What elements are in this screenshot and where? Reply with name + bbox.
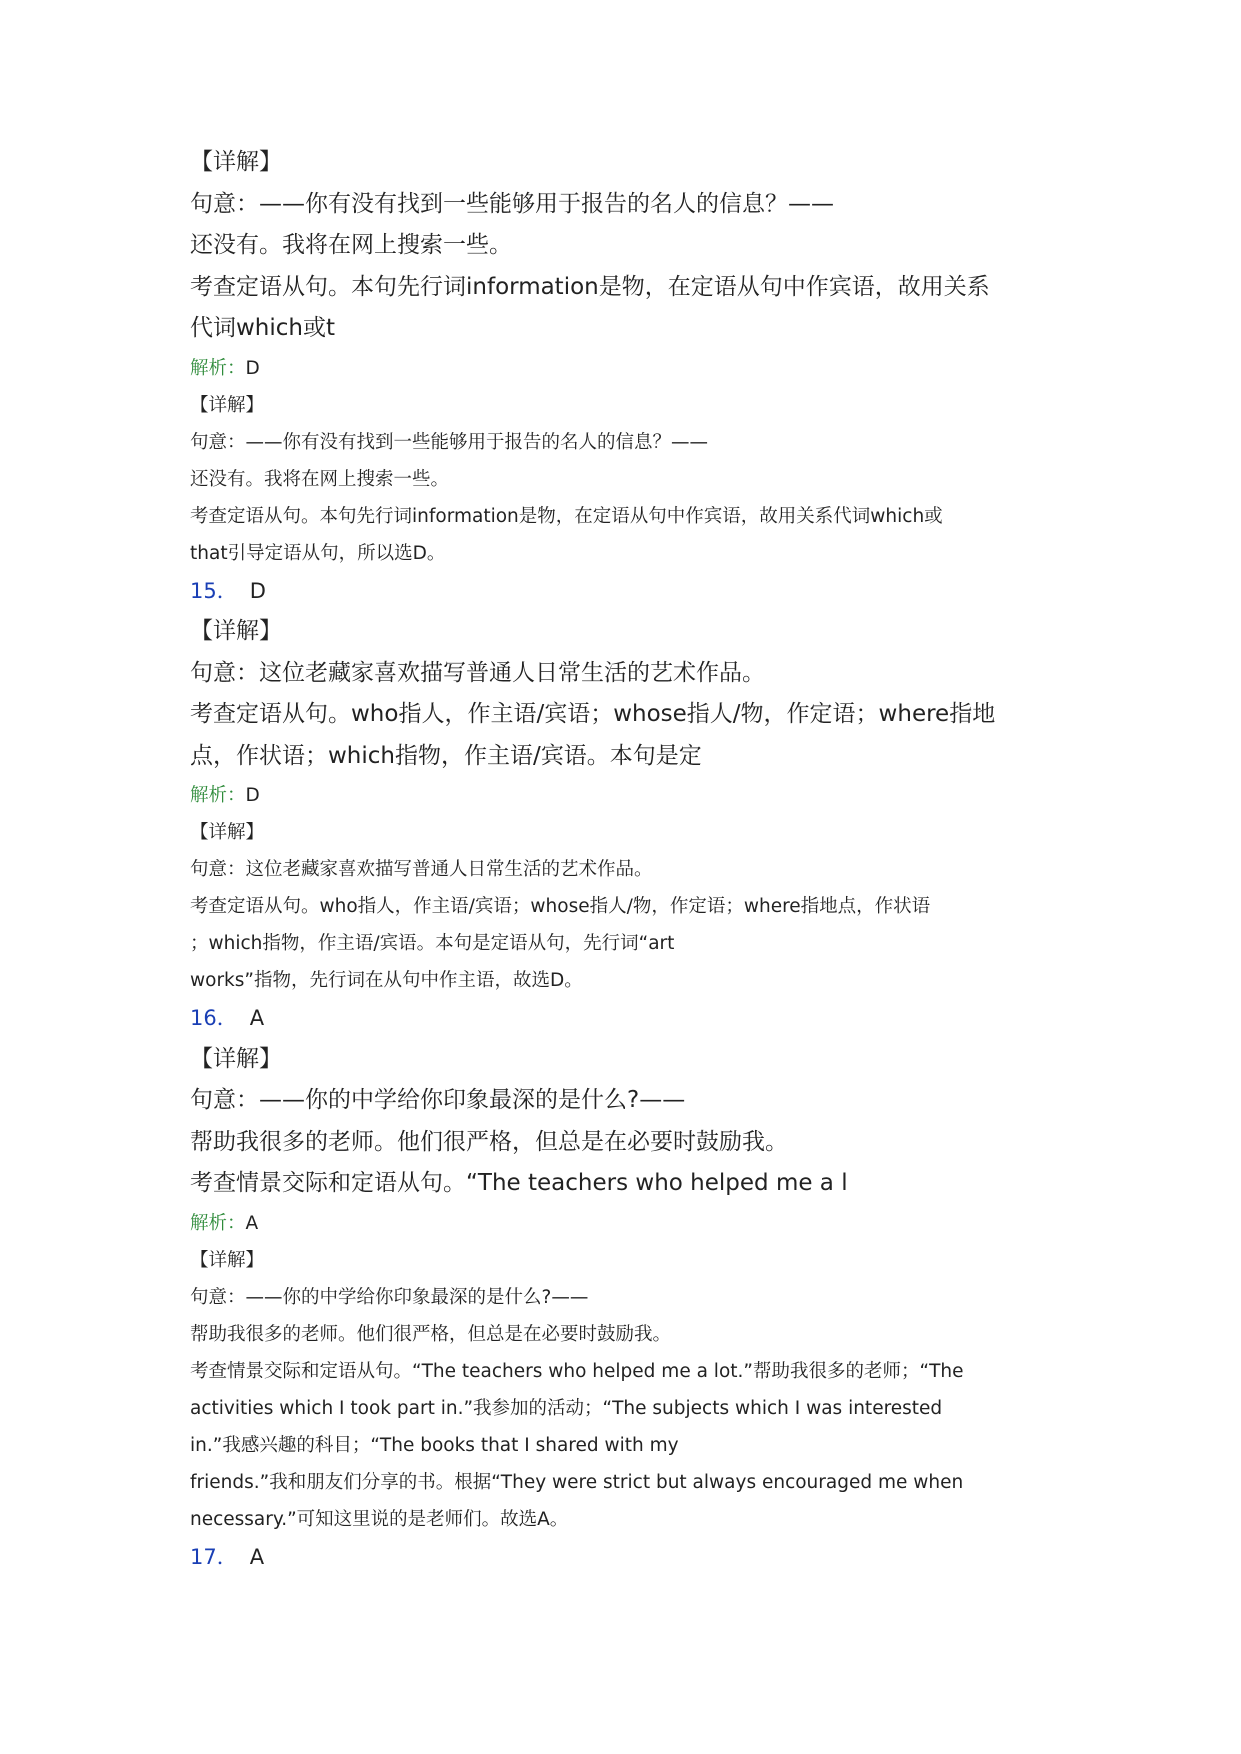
- explanation-line: 帮助我很多的老师。他们很严格，但总是在必要时鼓励我。: [190, 1128, 788, 1155]
- analysis-line: [190, 350, 1090, 387]
- detail-line: 考查定语从句。本句先行词information是物，在定语从句中作宾语，故用关系代词which或: [190, 505, 943, 527]
- analysis-label: 解析：: [190, 1212, 246, 1234]
- detail-line: in.”我感兴趣的科目；“The books that I shared with my: [190, 1434, 679, 1456]
- question-number: 17．: [190, 1544, 238, 1569]
- detail-line: 还没有。我将在网上搜索一些。: [190, 468, 450, 490]
- detail-line: 句意：——你的中学给你印象最深的是什么?——: [190, 1286, 589, 1308]
- analysis-label: 解析：: [190, 785, 246, 806]
- explanation-line: 【详解】: [190, 1045, 282, 1072]
- question-answer-line: [190, 572, 1090, 612]
- analysis-answer: D: [245, 785, 260, 806]
- explanation-line: 代词which或t: [190, 315, 336, 341]
- explanation-line: 句意：——你有没有找到一些能够用于报告的名人的信息？——: [190, 190, 834, 217]
- detail-line: 句意：这位老藏家喜欢描写普通人日常生活的艺术作品。: [190, 859, 653, 880]
- analysis-answer: D: [245, 357, 260, 379]
- analysis-answer: A: [245, 1212, 259, 1234]
- explanation-line: 句意：——你的中学给你印象最深的是什么?——: [190, 1087, 686, 1113]
- question-answer-line: [190, 999, 1090, 1039]
- detail-line: 【详解】: [190, 1249, 265, 1271]
- detail-line: friends.”我和朋友们分享的书。根据“They were strict but always encouraged me when: [190, 1471, 964, 1493]
- explanation-line: 【详解】: [190, 149, 282, 175]
- explanation-line: 考查定语从句。who指人，作主语/宾语；whose指人/物，作定语；where指地: [190, 701, 996, 727]
- question-answer: D: [249, 578, 266, 603]
- detail-line: that引导定语从句，所以选D。: [190, 542, 446, 564]
- explanation-line: 考查定语从句。本句先行词information是物，在定语从句中作宾语，故用关系: [190, 273, 990, 300]
- detail-line: activities which I took part in.”我参加的活动；“The subjects which I was interested: [190, 1397, 943, 1419]
- analysis-line: [190, 777, 1090, 814]
- detail-line: 考查定语从句。who指人，作主语/宾语；whose指人/物，作定语；where指地点，作状语: [190, 896, 931, 917]
- detail-line: 考查情景交际和定语从句。“The teachers who helped me a lot.”帮助我很多的老师；“The: [190, 1360, 964, 1382]
- detail-line: ；which指物，作主语/宾语。本句是定语从句，先行词“art: [190, 933, 675, 954]
- detail-line: 帮助我很多的老师。他们很严格，但总是在必要时鼓励我。: [190, 1323, 672, 1345]
- question-answer-line: [190, 1538, 1090, 1578]
- explanation-line: 还没有。我将在网上搜索一些。: [190, 232, 512, 258]
- explanation-line: 句意：这位老藏家喜欢描写普通人日常生活的艺术作品。: [190, 659, 765, 686]
- question-answer: A: [249, 1006, 265, 1030]
- analysis-line: [190, 1205, 1090, 1242]
- detail-line: works”指物，先行词在从句中作主语，故选D。: [190, 970, 583, 991]
- answer-content: [190, 142, 1090, 1577]
- detail-line: necessary.”可知这里说的是老师们。故选A。: [190, 1508, 569, 1530]
- question-number: 15．: [190, 578, 238, 603]
- explanation-line: 考查情景交际和定语从句。“The teachers who helped me a l: [190, 1170, 848, 1196]
- question-number: 16．: [190, 1006, 238, 1030]
- analysis-label: 解析：: [190, 357, 246, 379]
- question-answer: A: [249, 1544, 265, 1569]
- detail-line: 【详解】: [190, 394, 265, 416]
- detail-line: 【详解】: [190, 822, 265, 843]
- explanation-line: 点，作状语；which指物，作主语/宾语。本句是定: [190, 742, 702, 769]
- explanation-line: 【详解】: [190, 618, 282, 644]
- detail-line: 句意：——你有没有找到一些能够用于报告的名人的信息？——: [190, 431, 709, 453]
